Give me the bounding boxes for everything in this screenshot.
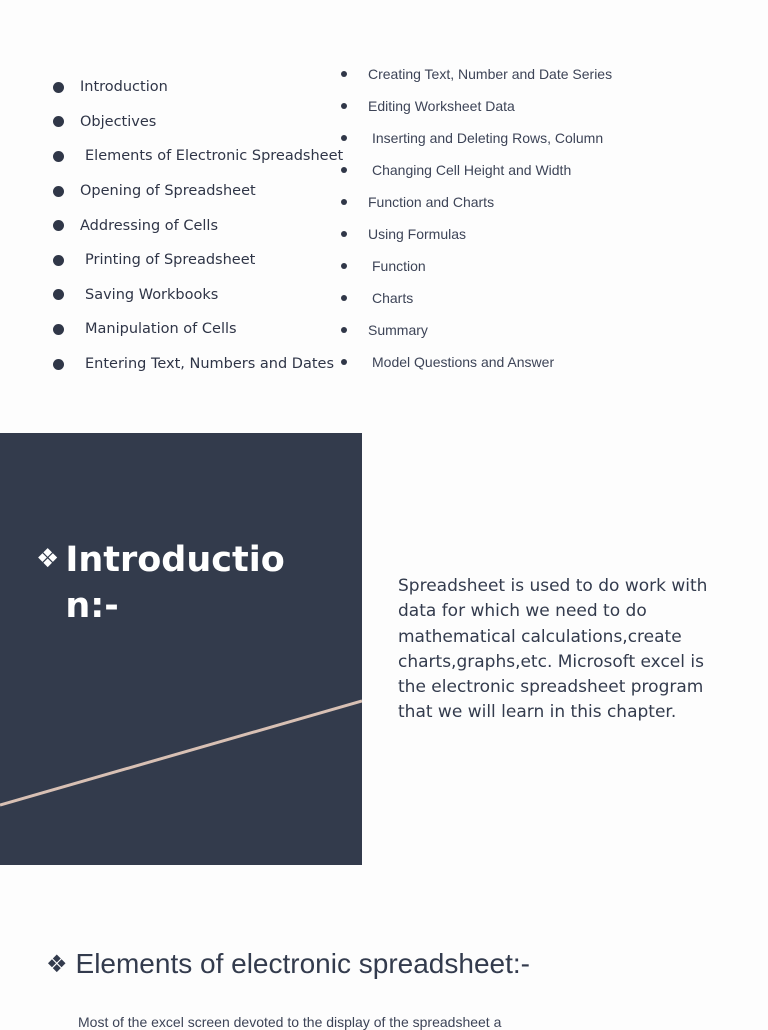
elements-paragraph: Most of the excel screen devoted to the display of the spreadsheet a bbox=[78, 1014, 502, 1030]
toc-item bbox=[341, 346, 612, 378]
toc-item-label: Function and Charts bbox=[368, 194, 495, 210]
toc-item bbox=[341, 122, 612, 154]
toc-left-list bbox=[53, 70, 343, 381]
toc-item bbox=[341, 90, 612, 122]
elements-heading bbox=[46, 944, 530, 984]
toc-item bbox=[341, 250, 612, 282]
toc-item-label: Using Formulas bbox=[368, 226, 467, 242]
bullet-dot-icon bbox=[341, 327, 347, 333]
toc-item-label: Model Questions and Answer bbox=[372, 354, 555, 370]
toc-item bbox=[341, 314, 612, 346]
toc-item-label: Introduction bbox=[80, 79, 168, 96]
bullet-dot-icon bbox=[53, 324, 64, 335]
toc-item-label: Editing Worksheet Data bbox=[368, 98, 515, 114]
toc-item bbox=[53, 278, 343, 313]
bullet-dot-icon bbox=[341, 263, 347, 269]
toc-item bbox=[53, 347, 343, 382]
toc-item bbox=[53, 70, 343, 105]
toc-item bbox=[53, 208, 343, 243]
toc-item-label: Elements of Electronic Spreadsheet bbox=[85, 148, 344, 165]
bullet-dot-icon bbox=[341, 71, 347, 77]
bullet-dot-icon bbox=[53, 359, 64, 370]
toc-item bbox=[53, 139, 343, 174]
toc-item-label: Inserting and Deleting Rows, Column bbox=[372, 130, 604, 146]
elements-title: Elements of electronic spreadsheet:- bbox=[75, 948, 530, 979]
bullet-dot-icon bbox=[53, 82, 64, 93]
accent-line bbox=[0, 701, 362, 805]
toc-item bbox=[53, 312, 343, 347]
toc-item-label: Opening of Spreadsheet bbox=[80, 183, 256, 200]
bullet-dot-icon bbox=[341, 199, 347, 205]
toc-item-label: Saving Workbooks bbox=[85, 286, 219, 303]
toc-item bbox=[341, 58, 612, 90]
bullet-dot-icon bbox=[53, 186, 64, 197]
bullet-dot-icon bbox=[53, 255, 64, 266]
bullet-dot-icon bbox=[53, 116, 64, 127]
toc-item bbox=[53, 174, 343, 209]
bullet-dot-icon bbox=[341, 231, 347, 237]
intro-paragraph: Spreadsheet is used to do work with data for which we need to do mathematical calculations,create charts,graphs,etc. Microsoft excel is the electronic spreadsheet program that we will learn in this chapter. bbox=[398, 576, 708, 723]
bullet-dot-icon bbox=[341, 103, 347, 109]
toc-item-label: Entering Text, Numbers and Dates bbox=[85, 356, 335, 373]
toc-item-label: Changing Cell Height and Width bbox=[372, 162, 572, 178]
toc-item-label: Function bbox=[372, 258, 426, 274]
toc-item bbox=[341, 282, 612, 314]
bullet-dot-icon bbox=[53, 151, 64, 162]
toc-item-label: Manipulation of Cells bbox=[85, 321, 237, 338]
bullet-dot-icon bbox=[341, 295, 347, 301]
diamond-bullet-icon: ❖ bbox=[46, 950, 68, 978]
toc-right-list bbox=[341, 58, 612, 378]
toc-item-label: Objectives bbox=[80, 113, 157, 130]
bullet-dot-icon bbox=[341, 135, 347, 141]
toc-item bbox=[53, 105, 343, 140]
diamond-bullet-icon: ❖ bbox=[36, 544, 60, 574]
bullet-dot-icon bbox=[53, 289, 64, 300]
toc-item bbox=[341, 154, 612, 186]
bullet-dot-icon bbox=[341, 359, 347, 365]
toc-item-label: Printing of Spreadsheet bbox=[85, 252, 256, 269]
toc-item-label: Creating Text, Number and Date Series bbox=[368, 66, 613, 82]
intro-title-panel bbox=[0, 433, 362, 865]
toc-item bbox=[53, 243, 343, 278]
toc-item-label: Charts bbox=[372, 290, 414, 306]
toc-item-label: Addressing of Cells bbox=[80, 217, 219, 234]
intro-heading bbox=[36, 537, 336, 629]
toc-item-label: Summary bbox=[368, 322, 428, 338]
intro-title: Introduction:- bbox=[65, 540, 285, 626]
toc-item bbox=[341, 218, 612, 250]
bullet-dot-icon bbox=[53, 220, 64, 231]
toc-item bbox=[341, 186, 612, 218]
decorative-diagonal-line bbox=[0, 433, 362, 865]
bullet-dot-icon bbox=[341, 167, 347, 173]
